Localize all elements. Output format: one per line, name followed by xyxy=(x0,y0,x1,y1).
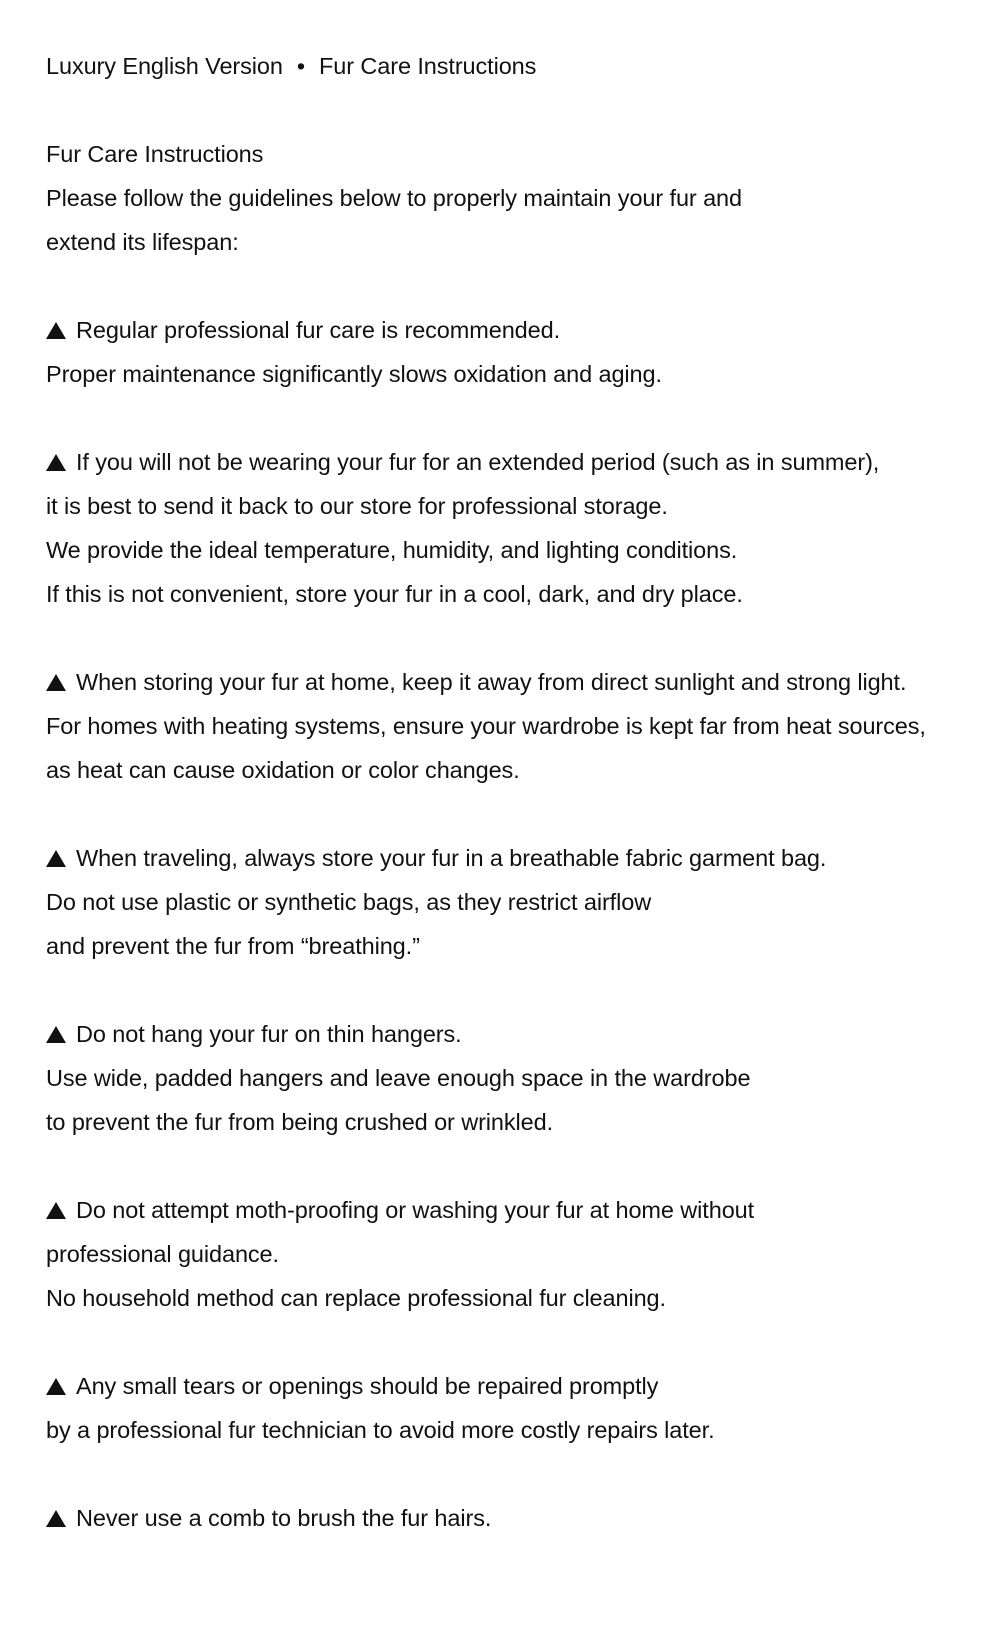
spacer xyxy=(46,396,986,440)
instruction-text: Use wide, padded hangers and leave enough space in the wardrobe xyxy=(46,1065,751,1091)
spacer xyxy=(46,792,986,836)
spacer xyxy=(46,1320,986,1364)
instruction-text: Do not hang your fur on thin hangers. xyxy=(76,1021,462,1047)
intro-line: Please follow the guidelines below to properly maintain your fur and xyxy=(46,185,742,211)
instruction-text: to prevent the fur from being crushed or wrinkled. xyxy=(46,1109,554,1135)
instruction-text: Never use a comb to brush the fur hairs. xyxy=(76,1505,492,1531)
instruction-text: by a professional fur technician to avoid more costly repairs later. xyxy=(46,1417,715,1443)
triangle-up-icon xyxy=(46,322,66,339)
instruction-lead-line xyxy=(46,1012,986,1056)
instruction-lead-line xyxy=(46,1188,986,1232)
header-section-label: Fur Care Instructions xyxy=(319,53,537,79)
care-instruction xyxy=(46,1496,986,1540)
spacer xyxy=(46,1144,986,1188)
instruction-lead-line xyxy=(46,440,986,484)
document-page xyxy=(46,44,986,1540)
triangle-up-icon xyxy=(46,1378,66,1395)
instruction-text: and prevent the fur from “breathing.” xyxy=(46,933,420,959)
instruction-text: Regular professional fur care is recommended. xyxy=(76,317,561,343)
spacer xyxy=(46,264,986,308)
spacer xyxy=(46,1452,986,1496)
instruction-text: We provide the ideal temperature, humidity, and lighting conditions. xyxy=(46,537,738,563)
triangle-up-icon xyxy=(46,454,66,471)
instruction-text: Any small tears or openings should be repaired promptly xyxy=(76,1373,659,1399)
instruction-text: professional guidance. xyxy=(46,1241,279,1267)
instruction-text: as heat can cause oxidation or color changes. xyxy=(46,757,520,783)
header-separator: • xyxy=(296,53,305,79)
triangle-up-icon xyxy=(46,674,66,691)
spacer xyxy=(46,968,986,1012)
care-instruction xyxy=(46,836,986,968)
instruction-text: it is best to send it back to our store for professional storage. xyxy=(46,493,668,519)
instruction-text: If this is not convenient, store your fur in a cool, dark, and dry place. xyxy=(46,581,743,607)
triangle-up-icon xyxy=(46,850,66,867)
instruction-text: For homes with heating systems, ensure your wardrobe is kept far from heat sources, xyxy=(46,713,926,739)
instruction-text: Do not use plastic or synthetic bags, as they restrict airflow xyxy=(46,889,652,915)
instruction-lead-line xyxy=(46,660,986,704)
care-instruction xyxy=(46,660,986,792)
instruction-lead-line xyxy=(46,308,986,352)
document-header xyxy=(46,44,986,88)
instruction-text: When traveling, always store your fur in a breathable fabric garment bag. xyxy=(76,845,827,871)
triangle-up-icon xyxy=(46,1026,66,1043)
instruction-lead-line xyxy=(46,1364,986,1408)
document-title: Fur Care Instructions xyxy=(46,141,264,167)
care-instruction xyxy=(46,1364,986,1452)
instruction-text: When storing your fur at home, keep it away from direct sunlight and strong light. xyxy=(76,669,907,695)
care-instruction xyxy=(46,308,986,396)
header-version-label: Luxury English Version xyxy=(46,53,283,79)
intro-line: extend its lifespan: xyxy=(46,229,239,255)
instruction-text: If you will not be wearing your fur for an extended period (such as in summer), xyxy=(76,449,880,475)
triangle-up-icon xyxy=(46,1202,66,1219)
instruction-lead-line xyxy=(46,1496,986,1540)
care-instruction xyxy=(46,1012,986,1144)
triangle-up-icon xyxy=(46,1510,66,1527)
instruction-text: No household method can replace professional fur cleaning. xyxy=(46,1285,666,1311)
spacer xyxy=(46,88,986,132)
instruction-text: Do not attempt moth-proofing or washing your fur at home without xyxy=(76,1197,755,1223)
spacer xyxy=(46,616,986,660)
care-instruction xyxy=(46,440,986,616)
intro-block xyxy=(46,132,986,264)
instruction-text: Proper maintenance significantly slows oxidation and aging. xyxy=(46,361,662,387)
care-instruction xyxy=(46,1188,986,1320)
instruction-lead-line xyxy=(46,836,986,880)
